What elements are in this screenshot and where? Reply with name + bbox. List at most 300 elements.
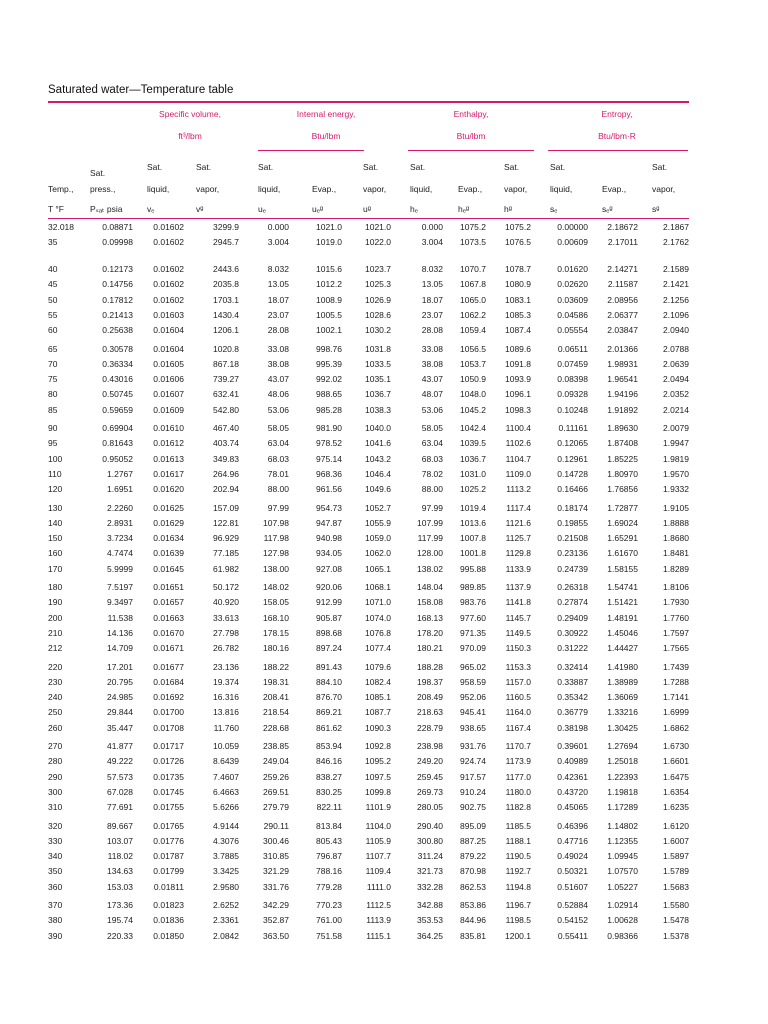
table-cell: 1113.2 [506, 484, 531, 495]
table-cell: 340 [48, 851, 63, 862]
table-cell: 0.14756 [102, 279, 133, 290]
column-header-l1: Sat. [258, 162, 274, 172]
column-header-l2: vapor, [196, 184, 220, 194]
table-cell: 138.02 [417, 563, 443, 574]
table-cell: 320 [48, 820, 63, 831]
table-cell: 1093.9 [505, 374, 531, 385]
table-cell: 1180.0 [505, 786, 531, 797]
table-cell: 390 [48, 930, 63, 941]
table-cell: 180.16 [263, 643, 289, 654]
table-cell: 40.920 [213, 597, 239, 608]
table-cell: 168.13 [417, 612, 443, 623]
table-cell: 0.04586 [557, 309, 588, 320]
table-cell: 1.9947 [663, 438, 689, 449]
table-cell: 1052.7 [365, 502, 391, 513]
table-cell: 5.6266 [213, 802, 239, 813]
table-cell: 0.01776 [153, 835, 184, 846]
column-header-l3: vₑ [147, 204, 155, 214]
table-cell: 49.222 [107, 756, 133, 767]
table-cell: 280.05 [417, 802, 443, 813]
table-cell: 1109.0 [505, 468, 531, 479]
table-cell: 1.30425 [607, 722, 638, 733]
table-cell: 788.16 [316, 866, 342, 877]
table-cell: 14.136 [107, 627, 133, 638]
table-cell: 50 [48, 294, 58, 305]
table-cell: 867.18 [213, 358, 239, 369]
table-cell: 1198.5 [505, 915, 531, 926]
table-cell: 1.41980 [607, 661, 638, 672]
table-cell: 18.07 [267, 294, 289, 305]
column-header-l2: vapor, [504, 184, 528, 194]
table-cell: 970.09 [460, 643, 486, 654]
table-cell: 80 [48, 389, 58, 400]
table-cell: 1007.8 [460, 533, 486, 544]
table-cell: 978.52 [316, 438, 342, 449]
table-cell: 38.08 [267, 358, 289, 369]
table-cell: 879.22 [460, 851, 486, 862]
table-cell: 1177.0 [505, 771, 531, 782]
table-cell: 103.07 [107, 835, 133, 846]
table-cell: 403.74 [213, 438, 239, 449]
table-cell: 0.14728 [557, 468, 588, 479]
table-cell: 0.95052 [102, 453, 133, 464]
table-cell: 321.73 [417, 866, 443, 877]
table-cell: 1107.7 [365, 851, 391, 862]
table-cell: 55 [48, 309, 58, 320]
group-header-line1: Specific volume, [159, 109, 221, 119]
table-cell: 380 [48, 915, 63, 926]
table-cell: 846.16 [316, 756, 342, 767]
column-header-l3: vᵍ [196, 204, 204, 214]
table-cell: 77.185 [213, 548, 239, 559]
table-cell: 0.25638 [102, 325, 133, 336]
table-cell: 938.65 [460, 722, 486, 733]
table-cell: 1703.1 [213, 294, 239, 305]
table-cell: 190 [48, 597, 63, 608]
table-cell: 188.28 [417, 661, 443, 672]
table-cell: 1085.3 [505, 309, 531, 320]
table-cell: 0.19855 [557, 517, 588, 528]
table-cell: 1080.9 [505, 279, 531, 290]
table-cell: 249.20 [417, 756, 443, 767]
table-cell: 1.6354 [663, 786, 689, 797]
table-cell: 0.36779 [557, 707, 588, 718]
table-cell: 1076.5 [505, 237, 531, 248]
table-title: Saturated water—Temperature table [48, 84, 234, 96]
table-cell: 2.0494 [663, 374, 689, 385]
table-cell: 78.01 [267, 468, 289, 479]
table-cell: 1025.3 [365, 279, 391, 290]
table-cell: 240 [48, 692, 63, 703]
table-cell: 1.7439 [663, 661, 689, 672]
table-cell: 0.01639 [153, 548, 184, 559]
table-cell: 1002.1 [316, 325, 342, 336]
column-header-l3: T °F [48, 204, 64, 214]
table-cell: 1.6999 [663, 707, 689, 718]
table-cell: 1.9570 [663, 468, 689, 479]
table-cell: 107.99 [417, 517, 443, 528]
table-cell: 1091.8 [505, 358, 531, 369]
table-cell: 220.33 [107, 930, 133, 941]
table-cell: 170 [48, 563, 63, 574]
table-cell: 0.08398 [557, 374, 588, 385]
table-cell: 158.05 [263, 597, 289, 608]
table-cell: 1012.2 [316, 279, 342, 290]
column-header-l2: liquid, [410, 184, 433, 194]
table-cell: 0.01620 [557, 264, 588, 275]
table-cell: 1.6730 [663, 741, 689, 752]
table-cell: 1.27694 [607, 741, 638, 752]
table-cell: 0.50321 [557, 866, 588, 877]
table-cell: 2.08956 [607, 294, 638, 305]
table-cell: 632.41 [213, 389, 239, 400]
table-cell: 1117.4 [506, 502, 531, 513]
table-cell: 269.51 [263, 786, 289, 797]
table-cell: 853.94 [316, 741, 342, 752]
table-cell: 1196.7 [505, 900, 531, 911]
table-cell: 0.46396 [557, 820, 588, 831]
table-cell: 97.99 [267, 502, 289, 513]
table-cell: 1121.6 [505, 517, 531, 528]
table-cell: 9.3497 [107, 597, 133, 608]
table-cell: 2035.8 [213, 279, 239, 290]
table-cell: 0.07459 [557, 358, 588, 369]
table-cell: 1.5683 [663, 881, 689, 892]
table-cell: 0.45065 [557, 802, 588, 813]
table-cell: 0.47716 [557, 835, 588, 846]
table-cell: 1036.7 [365, 389, 391, 400]
table-cell: 23.136 [213, 661, 239, 672]
table-cell: 0.54152 [557, 915, 588, 926]
column-header-l1: Sat. [147, 162, 163, 172]
table-cell: 1026.9 [365, 294, 391, 305]
table-cell: 0.01625 [153, 502, 184, 513]
table-cell: 822.11 [316, 802, 342, 813]
table-cell: 0.29409 [557, 612, 588, 623]
table-cell: 1185.5 [505, 820, 531, 831]
table-cell: 50.172 [213, 582, 239, 593]
table-cell: 1082.4 [365, 676, 391, 687]
table-cell: 1.7930 [663, 597, 689, 608]
table-cell: 0.01765 [153, 820, 184, 831]
table-cell: 0.01787 [153, 851, 184, 862]
table-cell: 259.26 [263, 771, 289, 782]
table-cell: 940.98 [316, 533, 342, 544]
table-cell: 1.6475 [663, 771, 689, 782]
table-cell: 210 [48, 627, 63, 638]
table-cell: 992.02 [316, 374, 342, 385]
table-cell: 0.01692 [153, 692, 184, 703]
table-cell: 0.33887 [557, 676, 588, 687]
table-cell: 1038.3 [365, 404, 391, 415]
table-cell: 311.24 [417, 851, 443, 862]
table-cell: 0.35342 [557, 692, 588, 703]
table-cell: 1430.4 [213, 309, 239, 320]
group-header-line1: Entropy, [601, 109, 633, 119]
table-cell: 2.03847 [607, 325, 638, 336]
table-cell: 2.9580 [213, 881, 239, 892]
table-cell: 0.01602 [153, 237, 184, 248]
table-cell: 122.81 [213, 517, 239, 528]
table-cell: 1.8888 [663, 517, 689, 528]
table-cell: 1013.6 [460, 517, 486, 528]
table-cell: 238.85 [263, 741, 289, 752]
table-cell: 1.98931 [607, 358, 638, 369]
table-cell: 3299.9 [213, 222, 239, 232]
table-cell: 862.53 [460, 881, 486, 892]
table-cell: 796.87 [316, 851, 342, 862]
table-cell: 1062.2 [460, 309, 486, 320]
table-cell: 1025.2 [460, 484, 486, 495]
group-underline [548, 150, 688, 151]
table-cell: 2.06377 [607, 309, 638, 320]
header-rule [48, 218, 689, 219]
table-cell: 0.98366 [607, 930, 638, 941]
table-cell: 0.01755 [153, 802, 184, 813]
table-cell: 140 [48, 517, 63, 528]
table-cell: 342.29 [263, 900, 289, 911]
column-header-l1: Sat. [652, 162, 668, 172]
table-cell: 2.11587 [607, 279, 638, 290]
table-cell: 1056.5 [460, 343, 486, 354]
column-header-l3: uᵍ [363, 204, 371, 214]
table-cell: 0.01836 [153, 915, 184, 926]
table-cell: 853.86 [460, 900, 486, 911]
table-cell: 370 [48, 900, 63, 911]
table-cell: 0.24739 [557, 563, 588, 574]
table-cell: 1036.7 [460, 453, 486, 464]
table-cell: 0.01799 [153, 866, 184, 877]
table-cell: 202.94 [213, 484, 239, 495]
table-cell: 331.76 [263, 881, 289, 892]
table-cell: 977.60 [460, 612, 486, 623]
table-cell: 13.05 [421, 279, 443, 290]
table-cell: 208.41 [263, 692, 289, 703]
table-cell: 24.985 [107, 692, 133, 703]
table-cell: 0.12961 [557, 453, 588, 464]
table-cell: 1090.3 [365, 722, 391, 733]
column-header-l3: uₑᵍ [312, 204, 324, 214]
table-cell: 110 [48, 468, 62, 479]
table-cell: 0.09998 [102, 237, 133, 248]
table-cell: 1112.5 [366, 900, 391, 911]
table-cell: 1078.7 [505, 264, 531, 275]
table-cell: 33.08 [421, 343, 443, 354]
table-cell: 0.21508 [557, 533, 588, 544]
table-cell: 198.37 [417, 676, 443, 687]
table-cell: 1153.3 [505, 661, 531, 672]
table-cell: 0.27874 [557, 597, 588, 608]
table-cell: 0.49024 [557, 851, 588, 862]
group-header-line1: Enthalpy, [453, 109, 489, 119]
table-cell: 57.573 [107, 771, 133, 782]
table-cell: 1068.1 [365, 582, 391, 593]
column-header-l3: Pₛₐₜ psia [90, 204, 123, 214]
table-cell: 1129.8 [505, 548, 531, 559]
table-cell: 100 [48, 453, 63, 464]
table-cell: 8.032 [421, 264, 443, 275]
table-cell: 148.04 [417, 582, 443, 593]
table-cell: 1053.7 [460, 358, 486, 369]
group-underline [258, 150, 364, 151]
table-cell: 3.004 [421, 237, 443, 248]
table-cell: 11.760 [213, 722, 239, 733]
table-cell: 0.01617 [153, 468, 184, 479]
table-cell: 0.01602 [153, 294, 184, 305]
table-cell: 2.0639 [663, 358, 689, 369]
table-cell: 902.75 [460, 802, 486, 813]
table-cell: 53.06 [421, 404, 443, 415]
table-cell: 1.89630 [607, 423, 638, 434]
table-cell: 1.6862 [663, 722, 689, 733]
table-cell: 895.09 [460, 820, 486, 831]
table-cell: 887.25 [460, 835, 486, 846]
table-cell: 1040.0 [365, 423, 391, 434]
table-cell: 0.01645 [153, 563, 184, 574]
table-cell: 1.8106 [663, 582, 689, 593]
table-cell: 117.98 [263, 533, 289, 544]
table-cell: 0.000 [267, 222, 289, 232]
table-cell: 1.76856 [607, 484, 638, 495]
group-underline [408, 150, 534, 151]
table-cell: 13.05 [267, 279, 289, 290]
table-cell: 350 [48, 866, 63, 877]
table-cell: 884.10 [316, 676, 342, 687]
table-cell: 805.43 [316, 835, 342, 846]
table-cell: 45 [48, 279, 58, 290]
table-cell: 958.59 [460, 676, 486, 687]
table-cell: 134.63 [107, 866, 133, 877]
table-cell: 14.709 [107, 643, 133, 654]
table-cell: 1.14802 [607, 820, 638, 831]
table-cell: 1192.7 [505, 866, 531, 877]
table-cell: 0.01620 [153, 484, 184, 495]
column-header-l3: hᵍ [504, 204, 512, 214]
table-cell: 1.5897 [663, 851, 689, 862]
table-cell: 1170.7 [505, 741, 531, 752]
table-cell: 1087.4 [505, 325, 531, 336]
column-header-l2: liquid, [258, 184, 281, 194]
table-cell: 1021.0 [365, 222, 391, 232]
table-cell: 1045.2 [460, 404, 486, 415]
table-cell: 0.01602 [153, 264, 184, 275]
table-cell: 0.01670 [153, 627, 184, 638]
table-cell: 1.7141 [663, 692, 689, 703]
table-cell: 952.06 [460, 692, 486, 703]
table-cell: 2.1096 [663, 309, 689, 320]
table-cell: 75 [48, 374, 58, 385]
table-cell: 1.6951 [107, 484, 133, 495]
table-cell: 0.01811 [153, 881, 184, 892]
table-cell: 0.42361 [557, 771, 588, 782]
table-cell: 228.79 [417, 722, 443, 733]
table-cell: 0.01604 [153, 343, 184, 354]
table-cell: 838.27 [316, 771, 342, 782]
table-cell: 1099.8 [365, 786, 391, 797]
table-cell: 1.8289 [663, 563, 689, 574]
table-cell: 290.11 [263, 820, 289, 831]
table-cell: 130 [48, 502, 63, 513]
table-cell: 0.01629 [153, 517, 184, 528]
table-cell: 1071.0 [365, 597, 391, 608]
table-cell: 1.45046 [607, 627, 638, 638]
table-cell: 198.31 [263, 676, 289, 687]
table-cell: 0.00000 [557, 222, 588, 232]
table-cell: 1.58155 [607, 563, 638, 574]
table-cell: 53.06 [267, 404, 289, 415]
table-cell: 1.7597 [663, 627, 689, 638]
table-cell: 971.35 [460, 627, 486, 638]
table-cell: 0.26318 [557, 582, 588, 593]
table-cell: 78.02 [421, 468, 443, 479]
table-cell: 1095.2 [365, 756, 391, 767]
table-cell: 1182.8 [505, 802, 531, 813]
table-cell: 2.1589 [663, 264, 689, 275]
table-cell: 1.09945 [607, 851, 638, 862]
column-header-l3: hₑ [410, 204, 418, 214]
table-cell: 467.40 [213, 423, 239, 434]
table-cell: 1105.9 [365, 835, 391, 846]
table-cell: 0.00609 [557, 237, 588, 248]
table-cell: 1046.4 [365, 468, 391, 479]
table-cell: 0.01603 [153, 309, 184, 320]
table-cell: 910.24 [460, 786, 486, 797]
table-cell: 65 [48, 343, 58, 354]
table-cell: 28.08 [267, 325, 289, 336]
table-cell: 739.27 [213, 374, 239, 385]
column-header-l1: Sat. [196, 162, 212, 172]
table-cell: 128.00 [417, 548, 443, 559]
table-cell: 1.38989 [607, 676, 638, 687]
table-cell: 32.018 [48, 222, 74, 232]
table-cell: 1141.8 [505, 597, 531, 608]
table-cell: 1041.6 [365, 438, 391, 449]
table-cell: 1.02914 [607, 900, 638, 911]
table-cell: 0.23136 [557, 548, 588, 559]
table-cell: 1076.8 [365, 627, 391, 638]
table-cell: 157.09 [213, 502, 239, 513]
table-cell: 90 [48, 423, 58, 434]
table-cell: 138.00 [263, 563, 289, 574]
table-cell: 33.08 [267, 343, 289, 354]
table-cell: 150 [48, 533, 63, 544]
table-cell: 905.87 [316, 612, 342, 623]
table-cell: 1113.9 [366, 915, 391, 926]
table-cell: 33.613 [213, 612, 239, 623]
table-cell: 0.01609 [153, 404, 184, 415]
table-cell: 17.201 [107, 661, 133, 672]
table-cell: 218.63 [417, 707, 443, 718]
table-cell: 117.99 [417, 533, 443, 544]
table-cell: 353.53 [417, 915, 443, 926]
table-cell: 0.03609 [557, 294, 588, 305]
table-cell: 342.88 [417, 900, 443, 911]
table-cell: 2.1762 [663, 237, 689, 248]
table-cell: 947.87 [316, 517, 342, 528]
table-cell: 751.58 [316, 930, 342, 941]
table-cell: 2.0788 [663, 343, 689, 354]
table-cell: 1075.2 [505, 222, 531, 232]
table-cell: 0.59659 [102, 404, 133, 415]
table-cell: 988.65 [316, 389, 342, 400]
table-cell: 920.06 [316, 582, 342, 593]
table-cell: 238.98 [417, 741, 443, 752]
table-cell: 11.538 [107, 612, 133, 623]
table-cell: 0.01606 [153, 374, 184, 385]
table-cell: 897.24 [316, 643, 342, 654]
table-cell: 861.62 [316, 722, 342, 733]
table-cell: 1079.6 [365, 661, 391, 672]
